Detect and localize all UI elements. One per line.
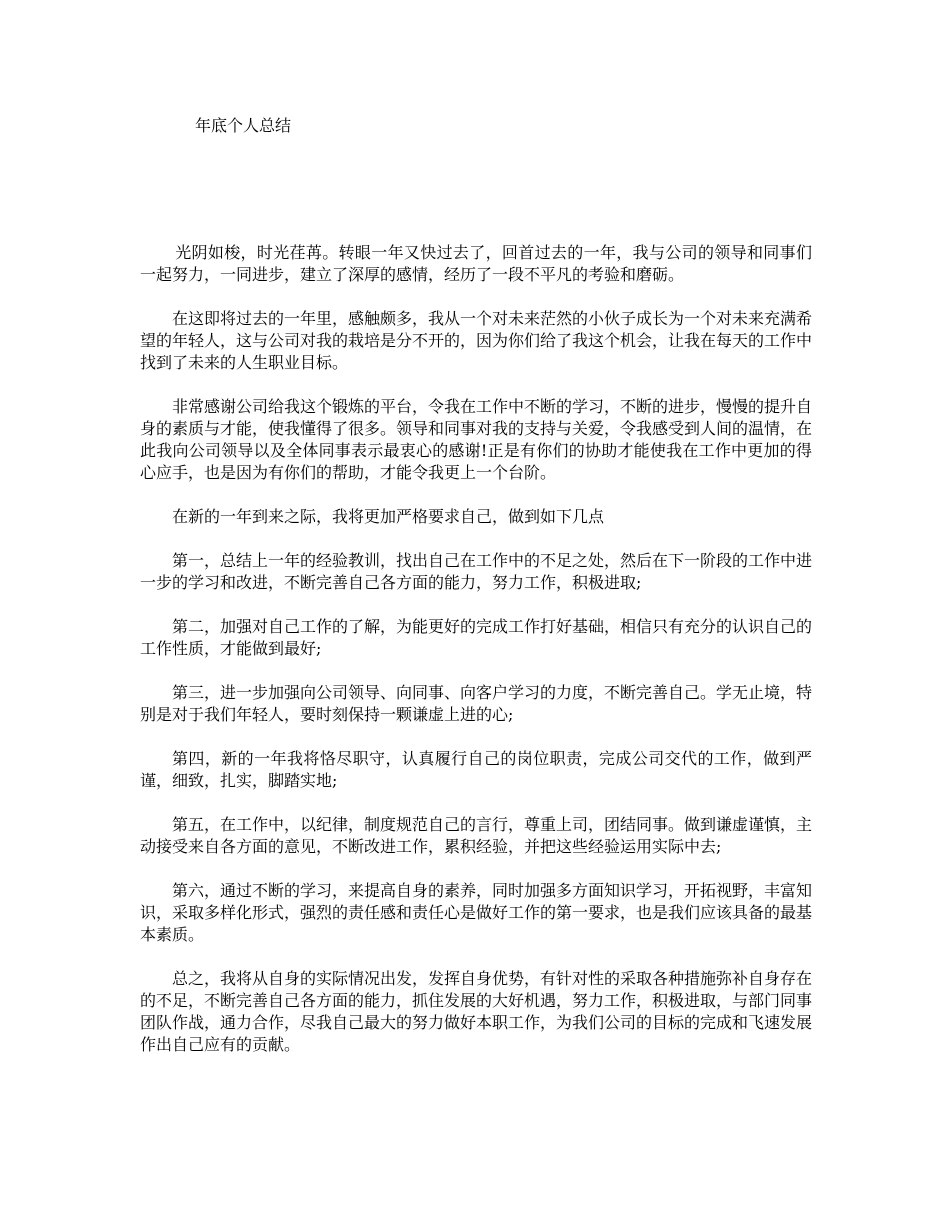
document-title: 年底个人总结 [195,116,292,135]
paragraph-point-4: 第四，新的一年我将恪尽职守，认真履行自己的岗位职责，完成公司交代的工作，做到严谨，细致，扎实，脚踏实地; [140,749,812,790]
paragraph-intro: 光阴如梭，时光荏苒。转眼一年又快过去了，回首过去的一年，我与公司的领导和同事们一起努力，一同进步，建立了深厚的感情，经历了一段不平凡的考验和磨砺。 [140,243,812,284]
paragraph-point-5: 第五，在工作中，以纪律，制度规范自己的言行，尊重上司，团结同事。做到谦虚谨慎，主动接受来自各方面的意见，不断改进工作，累积经验，并把这些经验运用实际中去; [140,815,813,856]
paragraph-thanks: 非常感谢公司给我这个锻炼的平台，令我在工作中不断的学习，不断的进步，慢慢的提升自身的素质与才能，使我懂得了很多。领导和同事对我的支持与关爱，令我感受到人间的温情，在此我向公司领导以及全体同事表示最衷心的感谢!正是有你们的协助才能使我在工作中更加的得心应手，也是因为有你们的帮助，才能令我更上一个台阶。 [140,397,813,482]
paragraph-point-6: 第六，通过不断的学习，来提高自身的素养，同时加强多方面知识学习，开拓视野，丰富知识，采取多样化形式，强烈的责任感和责任心是做好工作的第一要求，也是我们应该具备的最基本素质。 [140,881,813,944]
paragraph-point-3: 第三，进一步加强向公司领导、向同事、向客户学习的力度，不断完善自己。学无止境，特别是对于我们年轻人，要时刻保持一颗谦虚上进的心; [140,683,813,724]
document-body [140,242,812,1078]
paragraph-point-2: 第二，加强对自己工作的了解，为能更好的完成工作打好基础，相信只有充分的认识自己的工作性质，才能做到最好; [140,617,813,658]
paragraph-plan-intro: 在新的一年到来之际，我将更加严格要求自己，做到如下几点 [172,507,605,526]
paragraph-conclusion: 总之，我将从自身的实际情况出发，发挥自身优势，有针对性的采取各种措施弥补自身存在的不足，不断完善自己各方面的能力，抓住发展的大好机遇，努力工作，积极进取，与部门同事团队作战，通力合作，尽我自己最大的努力做好本职工作，为我们公司的目标的完成和飞速发展作出自己应有的贡献。 [140,969,813,1054]
paragraph-point-1: 第一，总结上一年的经验教训，找出自己在工作中的不足之处，然后在下一阶段的工作中进一步的学习和改进，不断完善自己各方面的能力，努力工作，积极进取; [140,551,813,592]
paragraph-growth: 在这即将过去的一年里，感触颇多，我从一个对未来茫然的小伙子成长为一个对未来充满希望的年轻人，这与公司对我的栽培是分不开的，因为你们给了我这个机会，让我在每天的工作中找到了未来的人生职业目标。 [140,309,813,372]
